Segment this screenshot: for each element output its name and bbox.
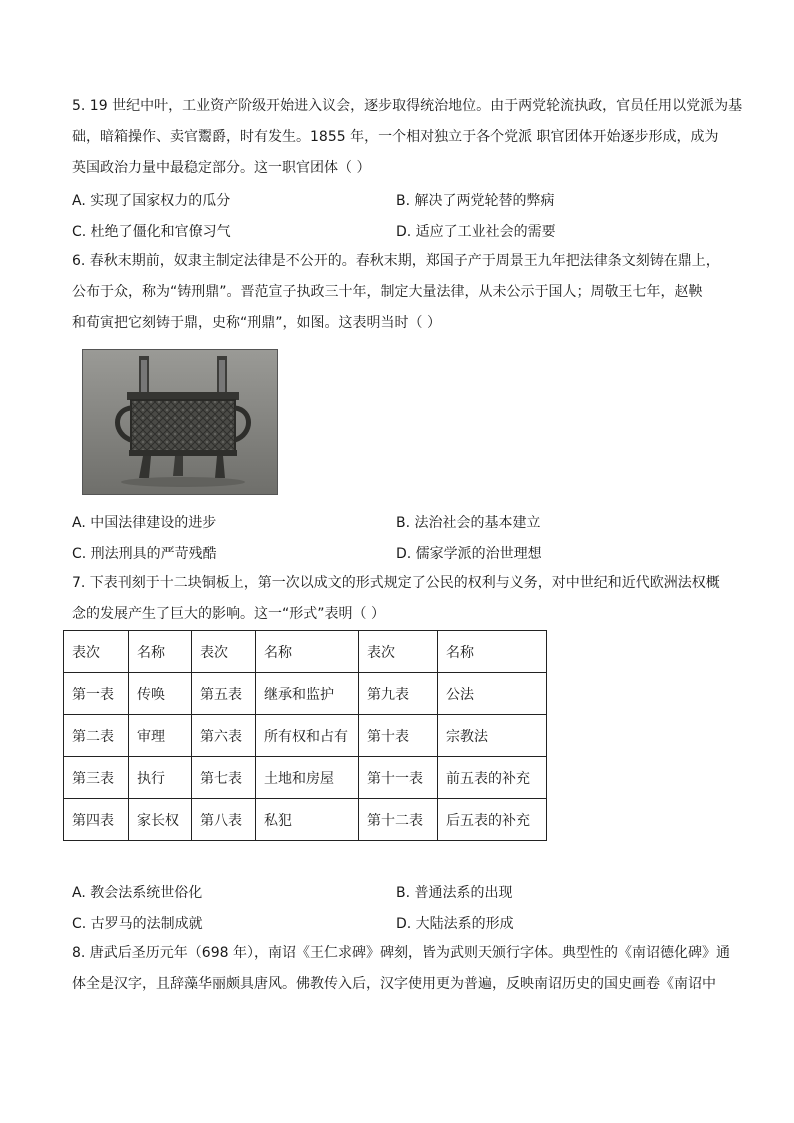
question-7-line-2: 念的发展产生了巨大的影响。这一“形式”表明（ ）	[72, 606, 385, 622]
question-5-stem	[72, 91, 743, 184]
question-5-option-a[interactable]: A. 实现了国家权力的瓜分	[72, 193, 231, 209]
question-8-stem	[72, 938, 730, 1000]
table-cell: 第二表	[64, 715, 129, 757]
question-7-stem	[72, 568, 724, 630]
question-6-stem	[72, 246, 724, 339]
table-row	[64, 799, 547, 841]
question-6-option-a[interactable]: A. 中国法律建设的进步	[72, 515, 217, 531]
question-7-option-a[interactable]: A. 教会法系统世俗化	[72, 885, 203, 901]
question-5-line-2: 础，暗箱操作、卖官鬻爵，时有发生。1855 年，一个相对独立于各个党派 职官团体开始逐步形成，成为	[72, 129, 719, 145]
table-header-cell: 表次	[359, 631, 438, 673]
question-8-line-1: 8. 唐武后圣历元年（698 年），南诏《王仁求碑》碑刻，皆为武则天颁行字体。典型性的《南诏德化碑》通	[72, 945, 730, 961]
question-7-option-d[interactable]: D. 大陆法系的形成	[396, 916, 514, 932]
table-cell: 第六表	[192, 715, 256, 757]
table-cell: 宗教法	[438, 715, 547, 757]
table-cell: 后五表的补充	[438, 799, 547, 841]
question-8-line-2: 体全是汉字，且辞藻华丽颇具唐风。佛教传入后，汉字使用更为普遍，反映南诏历史的国史画卷《南诏中	[72, 976, 716, 992]
question-6-option-c[interactable]: C. 刑法刑具的严苛残酷	[72, 546, 217, 562]
table-cell: 第九表	[359, 673, 438, 715]
table-row	[64, 757, 547, 799]
question-6-line-2: 公布于众，称为“铸刑鼎”。晋范宣子执政三十年，制定大量法律，从未公示于国人；周敬王七年，赵鞅	[72, 284, 703, 300]
table-cell: 第八表	[192, 799, 256, 841]
question-5-line-1: 5. 19 世纪中叶，工业资产阶级开始进入议会，逐步取得统治地位。由于两党轮流执政，官员任用以党派为基	[72, 98, 743, 114]
table-cell: 第三表	[64, 757, 129, 799]
table-row	[64, 673, 547, 715]
question-5-option-d[interactable]: D. 适应了工业社会的需要	[396, 224, 556, 240]
table-cell: 公法	[438, 673, 547, 715]
table-cell: 所有权和占有	[256, 715, 359, 757]
table-cell: 继承和监护	[256, 673, 359, 715]
question-6-option-d[interactable]: D. 儒家学派的治世理想	[396, 546, 542, 562]
table-cell: 第七表	[192, 757, 256, 799]
table-cell: 传唤	[129, 673, 192, 715]
table-cell: 第五表	[192, 673, 256, 715]
table-cell: 第十表	[359, 715, 438, 757]
table-cell: 第四表	[64, 799, 129, 841]
table-cell: 第十一表	[359, 757, 438, 799]
table-header-row	[64, 631, 547, 673]
table-cell: 执行	[129, 757, 192, 799]
twelve-tables-table	[63, 630, 547, 841]
table-cell: 第十二表	[359, 799, 438, 841]
table-row	[64, 715, 547, 757]
table-cell: 土地和房屋	[256, 757, 359, 799]
question-6-line-1: 6. 春秋末期前，奴隶主制定法律是不公开的。春秋末期，郑国子产于周景王九年把法律条文刻铸在鼎上，	[72, 253, 720, 269]
table-header-cell: 名称	[438, 631, 547, 673]
question-5-option-c[interactable]: C. 杜绝了僵化和官僚习气	[72, 224, 231, 240]
question-6-line-3: 和荀寅把它刻铸于鼎，史称“刑鼎”，如图。这表明当时（ ）	[72, 315, 441, 331]
table-header-cell: 名称	[129, 631, 192, 673]
question-7-option-c[interactable]: C. 古罗马的法制成就	[72, 916, 203, 932]
table-header-cell: 表次	[64, 631, 129, 673]
table-header-cell: 表次	[192, 631, 256, 673]
question-7-line-1: 7. 下表刊刻于十二块铜板上，第一次以成文的形式规定了公民的权利与义务，对中世纪和近代欧洲法权概	[72, 575, 720, 591]
table-header-cell: 名称	[256, 631, 359, 673]
table-cell: 私犯	[256, 799, 359, 841]
question-5-line-3: 英国政治力量中最稳定部分。这一职官团体（ ）	[72, 160, 371, 176]
table-cell: 前五表的补充	[438, 757, 547, 799]
table-cell: 审理	[129, 715, 192, 757]
table-cell: 第一表	[64, 673, 129, 715]
table-cell: 家长权	[129, 799, 192, 841]
bronze-ding-illustration	[83, 350, 277, 494]
bronze-ding-photo	[82, 349, 278, 495]
question-6-option-b[interactable]: B. 法治社会的基本建立	[396, 515, 541, 531]
question-5-option-b[interactable]: B. 解决了两党轮替的弊病	[396, 193, 555, 209]
question-7-option-b[interactable]: B. 普通法系的出现	[396, 885, 513, 901]
